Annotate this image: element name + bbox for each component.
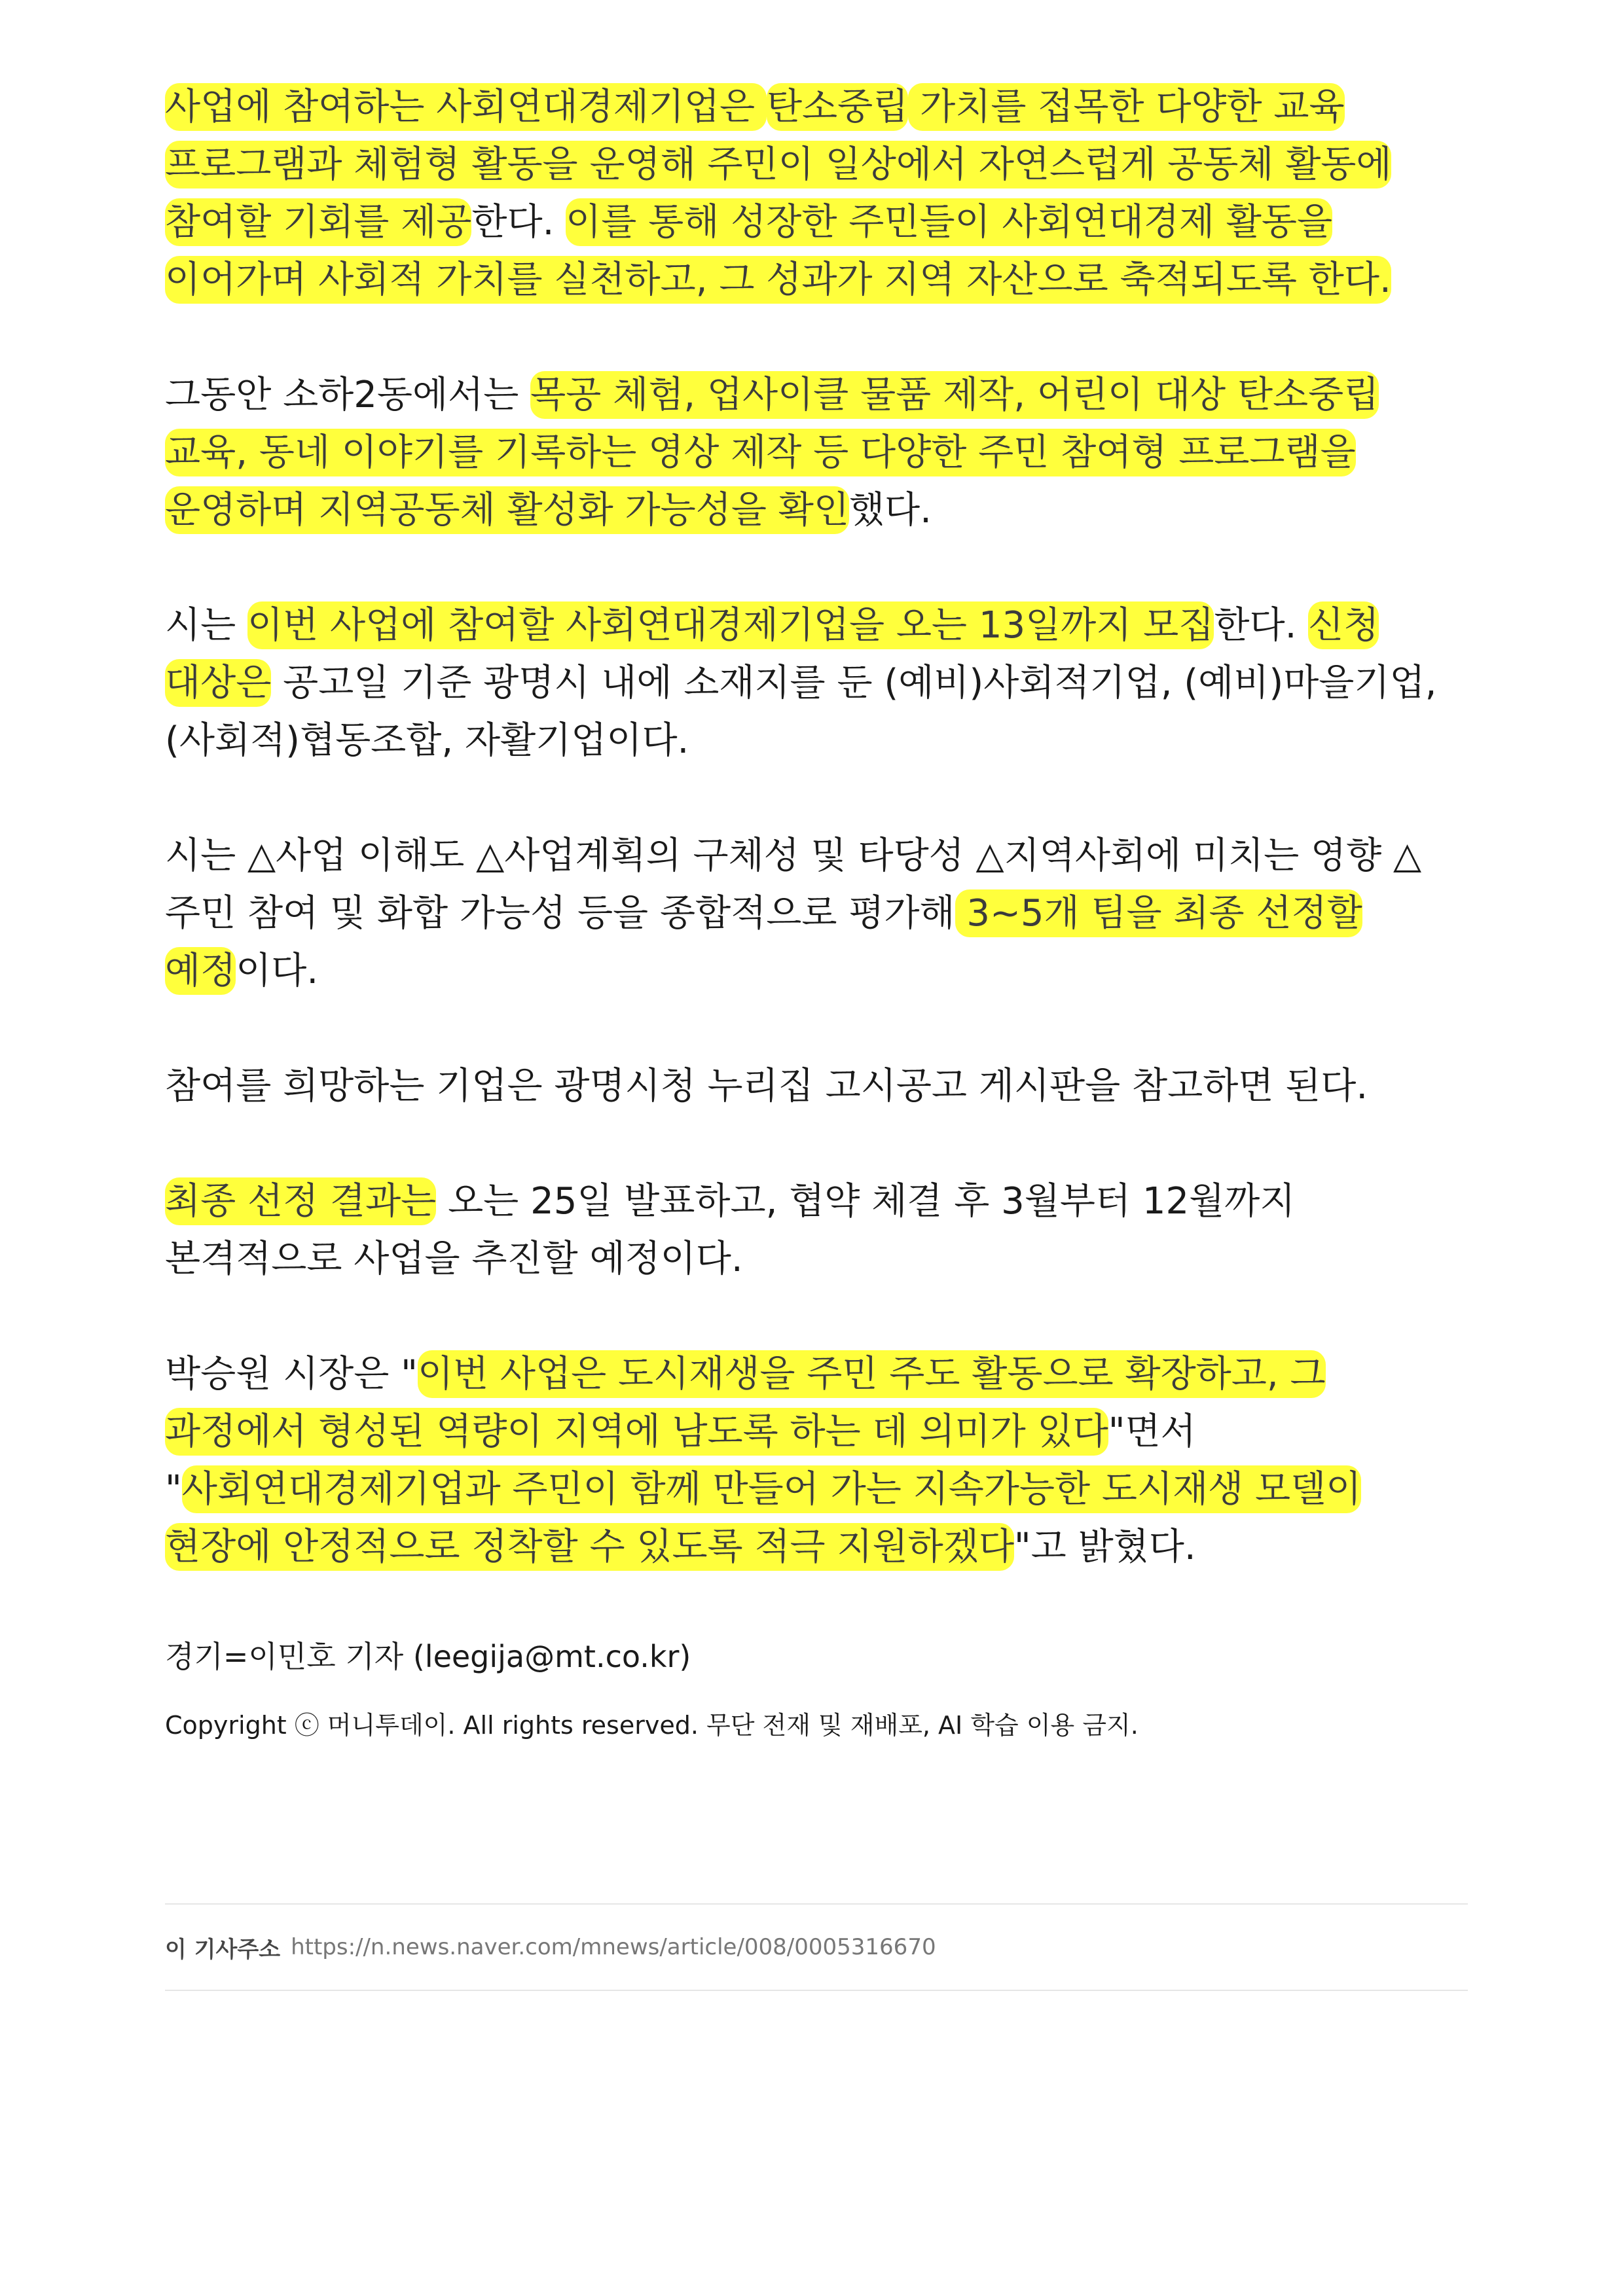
article-url-bar [165, 1903, 1468, 1991]
highlighted-text: 사업에 참여하는 사회연대경제기업은 [165, 83, 767, 131]
highlighted-text: 이를 통해 성장한 주민들이 사회연대경제 활동을 이어가며 사회적 가치를 실천하고, 그 성과가 지역 자산으로 축적되도록 한다. [165, 198, 1391, 304]
paragraph-text: 참여를 희망하는 기업은 광명시청 누리집 고시공고 게시판을 참고하면 된다. [165, 1065, 1368, 1107]
highlighted-text: 3~5개 팀을 최종 선정할 예정 [165, 889, 1362, 995]
article-url-link[interactable]: https://n.news.naver.com/mnews/article/008/0005316670 [291, 1934, 936, 1960]
article-paragraphs [165, 79, 1468, 1576]
article-url-label: 이 기사주소 [165, 1936, 281, 1963]
byline: 경기=이민호 기자 (leegija@mt.co.kr) [165, 1639, 691, 1674]
article-paragraph [165, 1173, 1468, 1288]
article-paragraph [165, 827, 1468, 1000]
highlighted-text: 목공 체험, 업사이클 물품 제작, 어린이 대상 탄소중립 교육, 동네 이야기를 기록하는 영상 제작 등 다양한 주민 참여형 프로그램을 운영하며 지역공동체 활성화 가능성을 확인 [165, 371, 1379, 534]
highlighted-text: 신청 대상은 [165, 601, 1379, 707]
paragraph-text: "면서 " [165, 1410, 1196, 1511]
copyright-notice: Copyright ⓒ 머니투데이. All rights reserved. 무단 전재 및 재배포, AI 학습 이용 금지. [165, 1711, 1139, 1740]
highlighted-text: 이번 사업은 도시재생을 주민 주도 활동으로 확장하고, 그 과정에서 형성된 역량이 지역에 남도록 하는 데 의미가 있다 [165, 1350, 1326, 1456]
paragraph-text: 한다. [1214, 604, 1309, 647]
article-paragraph [165, 597, 1468, 770]
paragraph-text: "고 밝혔다. [1013, 1526, 1196, 1568]
article-paragraph [165, 1058, 1468, 1115]
highlighted-text: 가치를 접목한 다양한 교육 프로그램과 체험형 활동을 운영해 주민이 일상에서 자연스럽게 공동체 활동에 참여할 기회를 제공 [165, 83, 1391, 246]
paragraph-text: 이다. [236, 950, 319, 992]
article-paragraph [165, 79, 1468, 309]
article-paragraph [165, 1346, 1468, 1576]
paragraph-text: 오는 25일 발표하고, 협약 체결 후 3월부터 12월까지 본격적으로 사업을 추진할 예정이다. [165, 1180, 1296, 1280]
article-paragraph [165, 367, 1468, 539]
highlighted-text: 탄소중립 [767, 83, 908, 131]
paragraph-text: 했다. [848, 489, 932, 531]
article-body [165, 79, 1468, 1745]
paragraph-text: 시는 △사업 이해도 △사업계획의 구체성 및 타당성 △지역사회에 미치는 영향 △주민 참여 및 화합 가능성 등을 종합적으로 평가해 [165, 834, 1422, 935]
paragraph-text: 시는 [165, 604, 247, 647]
paragraph-text: 그동안 소하2동에서는 [165, 374, 531, 416]
highlighted-text: 이번 사업에 참여할 사회연대경제기업을 오는 13일까지 모집 [247, 601, 1214, 649]
highlighted-text: 사회연대경제기업과 주민이 함께 만들어 가는 지속가능한 도시재생 모델이 현장에 안정적으로 정착할 수 있도록 적극 지원하겠다 [165, 1465, 1361, 1571]
paragraph-text: 공고일 기준 광명시 내에 소재지를 둔 (예비)사회적기업, (예비)마을기업, (사회적)협동조합, 자활기업이다. [165, 662, 1437, 762]
highlighted-text: 최종 선정 결과는 [165, 1177, 436, 1225]
paragraph-text: 박승원 시장은 " [165, 1353, 418, 1395]
paragraph-text: 한다. [471, 201, 566, 243]
